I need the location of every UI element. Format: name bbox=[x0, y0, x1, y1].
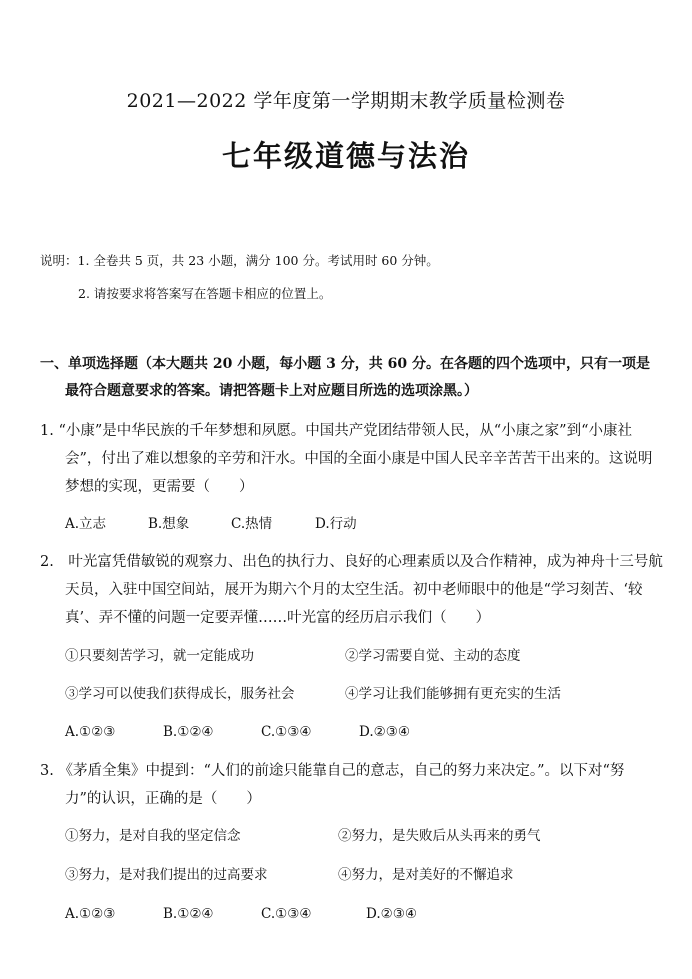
q1-choice-a: A.立志 bbox=[65, 516, 107, 532]
q2-choice-c: C.①③④ bbox=[261, 724, 312, 740]
q2-choice-d: D.②③④ bbox=[359, 724, 410, 740]
q3-choice-b: B.①②④ bbox=[163, 906, 214, 922]
q3-choice-d: D.②③④ bbox=[366, 906, 417, 922]
question-2-line-2: 天员，入驻中国空间站，展开为期六个月的太空生活。初中老师眼中的他是“学习刻苦、‘较 bbox=[65, 582, 643, 598]
section-heading-line-1: 一、单项选择题（本大题共 20 小题，每小题 3 分，共 60 分。在各题的四个选项中，只有一项是 bbox=[40, 356, 650, 372]
instruction-line-2: 2. 请按要求将答案写在答题卡相应的位置上。 bbox=[78, 286, 332, 301]
q3-statement-4: ④努力，是对美好的不懈追求 bbox=[338, 867, 514, 883]
q2-choice-a: A.①②③ bbox=[65, 724, 116, 740]
q3-choice-a: A.①②③ bbox=[65, 906, 116, 922]
question-2-line-3: 真’、弄不懂的问题一定要弄懂……叶光富的经历启示我们（ ） bbox=[65, 610, 491, 626]
q2-choice-b: B.①②④ bbox=[163, 724, 214, 740]
question-1-line-1: 1. “小康”是中华民族的千年梦想和夙愿。中国共产党团结带领人民，从“小康之家”到“小康社 bbox=[40, 423, 633, 439]
q2-statement-4: ④学习让我们能够拥有更充实的生活 bbox=[345, 686, 561, 702]
exam-title: 七年级道德与法治 bbox=[221, 139, 470, 173]
q3-statement-1: ①努力，是对自我的坚定信念 bbox=[65, 828, 241, 844]
question-3-line-2: 力”的认识，正确的是（ ） bbox=[65, 791, 261, 807]
question-1-line-2: 会”，付出了难以想象的辛劳和汗水。中国的全面小康是中国人民辛辛苦苦干出来的。这说明 bbox=[65, 451, 653, 467]
q2-statement-2: ②学习需要自觉、主动的态度 bbox=[345, 648, 521, 664]
instruction-line-1: 说明：1. 全卷共 5 页，共 23 小题，满分 100 分。考试用时 60 分钟。 bbox=[40, 253, 439, 268]
question-1-line-3: 梦想的实现，更需要（ ） bbox=[65, 479, 254, 495]
q3-statement-2: ②努力，是失败后从头再来的勇气 bbox=[338, 828, 541, 844]
q3-choice-c: C.①③④ bbox=[261, 906, 312, 922]
q1-choice-d: D.行动 bbox=[315, 516, 357, 532]
question-2-line-1: 2. 叶光富凭借敏锐的观察力、出色的执行力、良好的心理素质以及合作精神，成为神舟十三号航 bbox=[40, 554, 663, 570]
q1-choice-b: B.想象 bbox=[148, 516, 190, 532]
q1-choice-c: C.热情 bbox=[231, 516, 273, 532]
q3-statement-3: ③努力，是对我们提出的过高要求 bbox=[65, 867, 268, 883]
section-heading-line-2: 最符合题意要求的答案。请把答题卡上对应题目所选的选项涂黑。） bbox=[65, 383, 478, 399]
exam-subtitle: 2021—2022 学年度第一学期期末教学质量检测卷 bbox=[126, 90, 566, 112]
q2-statement-3: ③学习可以使我们获得成长，服务社会 bbox=[65, 686, 295, 702]
q2-statement-1: ①只要刻苦学习，就一定能成功 bbox=[65, 648, 254, 664]
question-3-line-1: 3. 《茅盾全集》中提到：“人们的前途只能靠自己的意志，自己的努力来决定。”。以下对“努 bbox=[40, 763, 625, 779]
